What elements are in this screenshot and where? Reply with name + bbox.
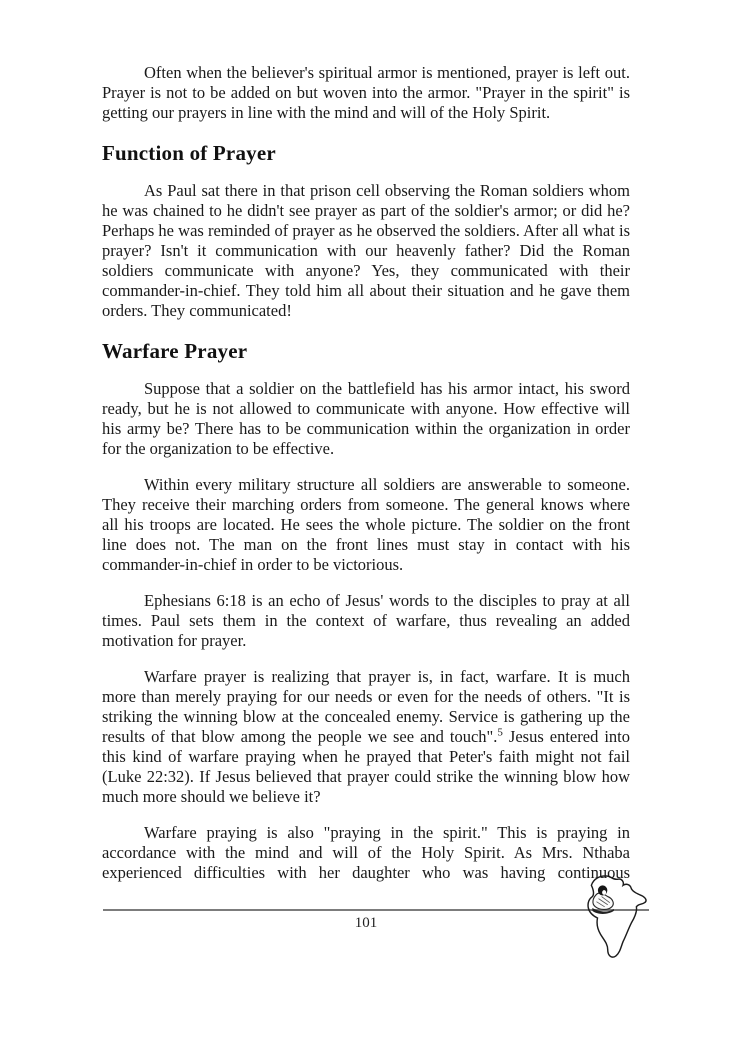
body-paragraph: Ephesians 6:18 is an echo of Jesus' words to the disciples to pray at all times. Paul sets them in the context of warfare, thus revealing an added motivation for prayer.	[102, 591, 630, 650]
footnote-marker: 5	[497, 726, 503, 739]
page-text-block	[102, 0, 630, 899]
section-heading-function-of-prayer: Function of Prayer	[102, 141, 276, 165]
body-paragraph: Within every military structure all soldiers are answerable to someone. They receive their marching orders from someone. The general knows where all his troops are located. He sees the whole picture. The soldier on the front line does not. The man on the front lines must stay in contact with his commander-in-chief in order to be victorious.	[102, 475, 630, 574]
page-number: 101	[354, 915, 378, 931]
footnote-paragraph-text-before: Warfare prayer is realizing that prayer is, in fact, warfare. It is much more than merely praying for our needs or even for the needs of others. "It is striking the winning blow at the concealed enemy. Service is gathering up the results of that blow among the people we see and touch".	[102, 667, 630, 746]
footer-rule	[103, 909, 649, 911]
section-heading-warfare-prayer: Warfare Prayer	[102, 339, 248, 363]
footnote-paragraph-text-after: Jesus entered into this kind of warfare praying when he prayed that Peter's faith might not fail (Luke 22:32). If Jesus believed that prayer could strike the winning blow how much more should we believe it?	[102, 727, 631, 806]
body-paragraph-with-footnote	[102, 667, 630, 807]
body-paragraph: Suppose that a soldier on the battlefield has his armor intact, his sword ready, but he is not allowed to communicate with anyone. How effective will his army be? There has to be communication within the organization in order for the organization to be effective.	[102, 379, 630, 458]
body-paragraph: As Paul sat there in that prison cell observing the Roman soldiers whom he was chained to he didn't see prayer as part of the soldier's armor; or did he? Perhaps he was reminded of prayer as he observed the soldiers. After all what is prayer? Isn't it communication with our heavenly father? Did the Roman soldiers communicate with anyone? Yes, they communicated with their commander-in-chief. They told him all about their situation and he gave them orders. They communicated!	[102, 181, 630, 320]
closing-paragraph: Warfare praying is also "praying in the spirit." This is praying in accordance with the mind and will of the Holy Spirit. As Mrs. Nthaba experienced difficulties with her daughter who was having continuous	[102, 823, 630, 882]
opening-paragraph: Often when the believer's spiritual armor is mentioned, prayer is left out. Prayer is not to be added on but woven into the armor. "Prayer in the spirit" is getting our prayers in line with the mind and will of the Holy Spirit.	[102, 63, 630, 122]
